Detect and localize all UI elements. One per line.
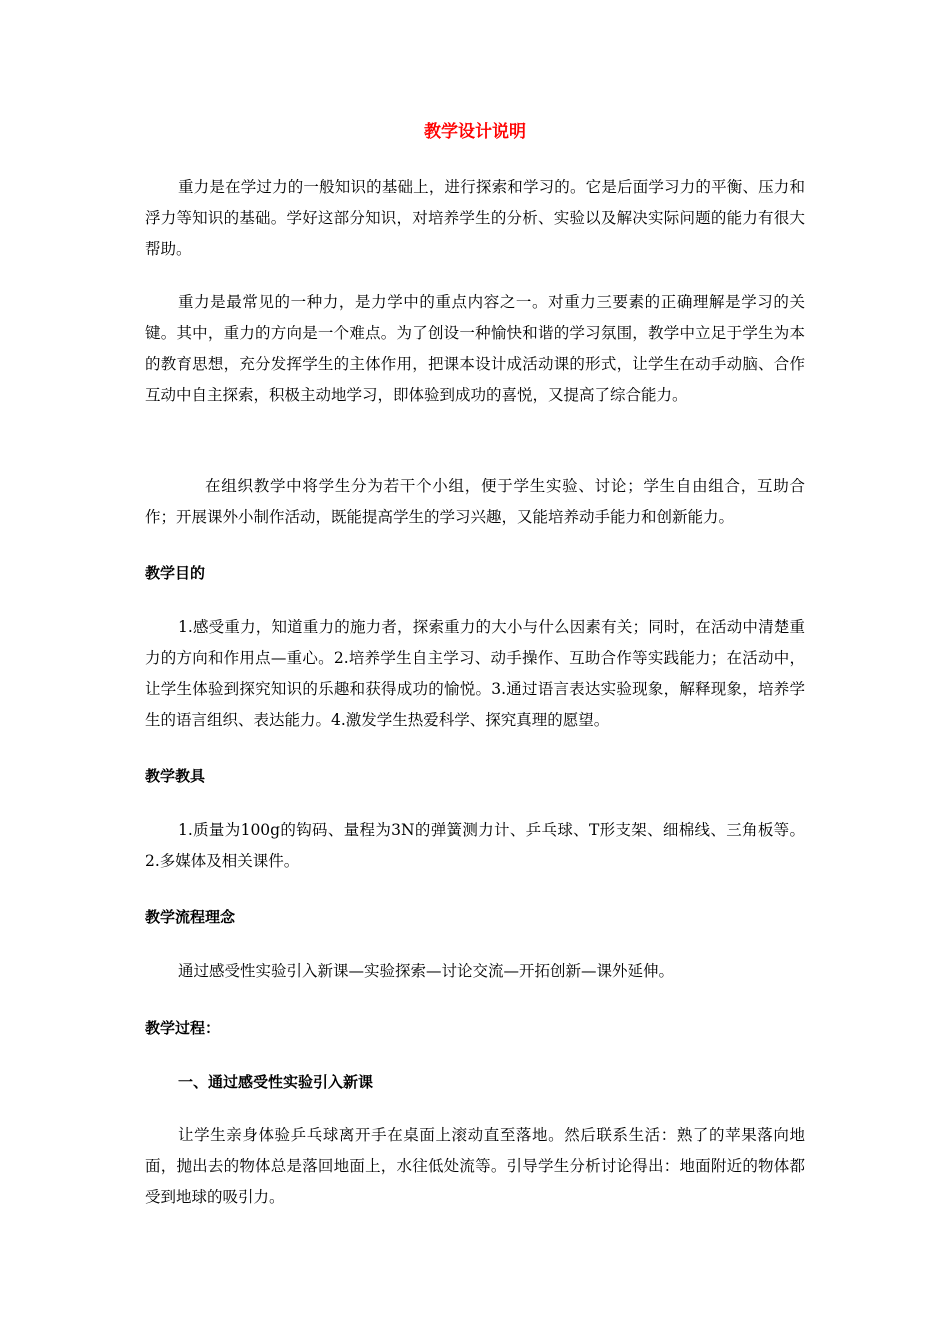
- process-step1-body: 让学生亲身体验乒乓球离开手在桌面上滚动直至落地。然后联系生活：熟了的苹果落向地面，抛出去的物体总是落回地面上，水往低处流等。引导学生分析讨论得出：地面附近的物体都受到地球的吸引力。: [145, 1126, 805, 1206]
- section-body-equipment: 1.质量为100g的钩码、量程为3N的弹簧测力计、乒乓球、T形支架、细棉线、三角板等。2.多媒体及相关课件。: [145, 821, 805, 870]
- intro-paragraph-2: 重力是最常见的一种力，是力学中的重点内容之一。对重力三要素的正确理解是学习的关键。其中，重力的方向是一个难点。为了创设一种愉快和谐的学习氛围，教学中立足于学生为本的教育思想，充分发挥学生的主体作用，把课本设计成活动课的形式，让学生在动手动脑、合作互动中自主探索，积极主动地学习，即体验到成功的喜悦，又提高了综合能力。: [145, 293, 805, 404]
- intro-paragraph-1: 重力是在学过力的一般知识的基础上，进行探索和学习的。它是后面学习力的平衡、压力和浮力等知识的基础。学好这部分知识，对培养学生的分析、实验以及解决实际问题的能力有很大帮助。: [145, 178, 805, 258]
- section-heading-equipment: 教学教具: [145, 767, 206, 785]
- section-heading-flow: 教学流程理念: [145, 908, 236, 926]
- section-heading-process: 教学过程：: [145, 1019, 221, 1037]
- process-step1-heading: 一、通过感受性实验引入新课: [178, 1073, 374, 1091]
- section-body-objectives: 1.感受重力，知道重力的施力者，探索重力的大小与什么因素有关；同时，在活动中清楚重力的方向和作用点—重心。2.培养学生自主学习、动手操作、互助合作等实践能力；在活动中，让学生体验到探究知识的乐趣和获得成功的愉悦。3.通过语言表达实验现象，解释现象，培养学生的语言组织、表达能力。4.激发学生热爱科学、探究真理的愿望。: [145, 618, 805, 729]
- intro-paragraph-3: 在组织教学中将学生分为若干个小组，便于学生实验、讨论；学生自由组合，互助合作；开展课外小制作活动，既能提高学生的学习兴趣，又能培养动手能力和创新能力。: [145, 477, 805, 526]
- section-heading-objectives: 教学目的: [145, 564, 206, 582]
- section-body-flow: 通过感受性实验引入新课—实验探索—讨论交流—开拓创新—课外延伸。: [178, 962, 675, 980]
- document-title: 教学设计说明: [424, 122, 526, 142]
